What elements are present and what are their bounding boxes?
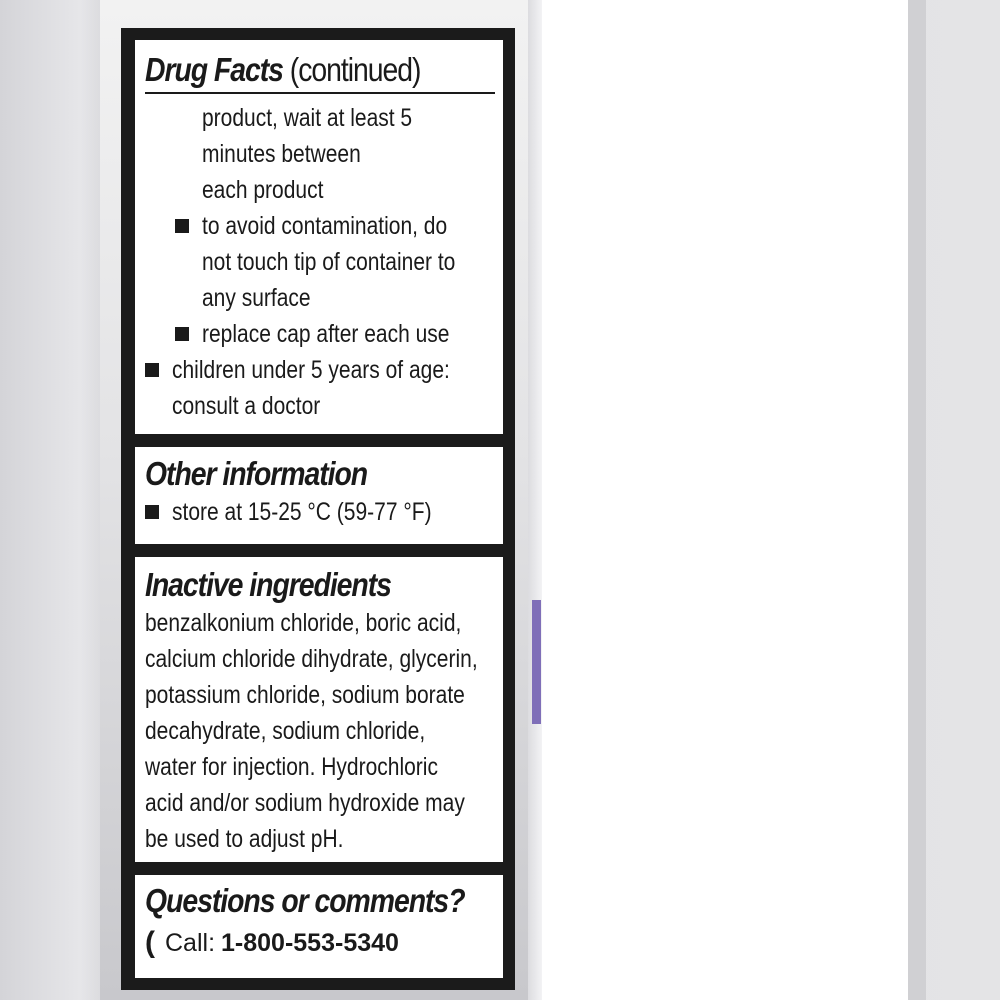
right-edge-strip: [908, 0, 926, 1000]
list-item: minutes between: [202, 140, 361, 168]
section-heading: [145, 50, 444, 90]
bullet-square-icon: [145, 363, 159, 377]
inactive-ingredients-title: Inactive ingredients: [145, 566, 391, 603]
ingredients-line: acid and/or sodium hydroxide may: [145, 789, 465, 817]
ingredients-line: potassium chloride, sodium borate: [145, 681, 465, 709]
list-item: product, wait at least 5: [202, 104, 413, 132]
drug-facts-title-suffix: (continued): [289, 51, 421, 88]
other-information-section: [135, 447, 503, 544]
other-information-title: Other information: [145, 455, 368, 492]
ingredients-line: decahydrate, sodium chloride,: [145, 717, 426, 745]
ingredients-line: benzalkonium chloride, boric acid,: [145, 609, 462, 637]
list-item: replace cap after each use: [145, 316, 493, 352]
list-item: any surface: [202, 284, 311, 312]
ingredients-line: calcium chloride dihydrate, glycerin,: [145, 645, 478, 673]
list-item: each product: [202, 176, 324, 204]
drug-facts-label: [121, 28, 515, 990]
bullet-square-icon: [175, 219, 189, 233]
list-item: store at 15-25 °C (59-77 °F): [145, 494, 493, 530]
bullet-square-icon: [145, 505, 159, 519]
bullet-square-icon: [175, 327, 189, 341]
ingredients-line: be used to adjust pH.: [145, 825, 344, 853]
heading-rule: [145, 92, 495, 94]
package-edge: [528, 0, 542, 1000]
white-side-panel: [542, 0, 908, 1000]
drug-facts-section: [135, 40, 503, 434]
ingredients-line: water for injection. Hydrochloric: [145, 753, 438, 781]
inactive-ingredients-section: [135, 557, 503, 862]
list-item: not touch tip of container to: [202, 248, 456, 276]
questions-section: [135, 875, 503, 978]
questions-title: Questions or comments?: [145, 882, 465, 919]
list-item: children under 5 years of age:: [145, 352, 493, 388]
list-item: consult a doctor: [172, 392, 321, 420]
phone-line: [145, 925, 493, 961]
call-label: Call:: [165, 928, 216, 957]
phone-icon: (: [145, 926, 155, 959]
purple-accent-tab: [532, 600, 541, 724]
drug-facts-title: Drug Facts: [145, 51, 283, 88]
phone-number[interactable]: 1-800-553-5340: [221, 928, 399, 957]
list-item: to avoid contamination, do: [145, 208, 493, 244]
